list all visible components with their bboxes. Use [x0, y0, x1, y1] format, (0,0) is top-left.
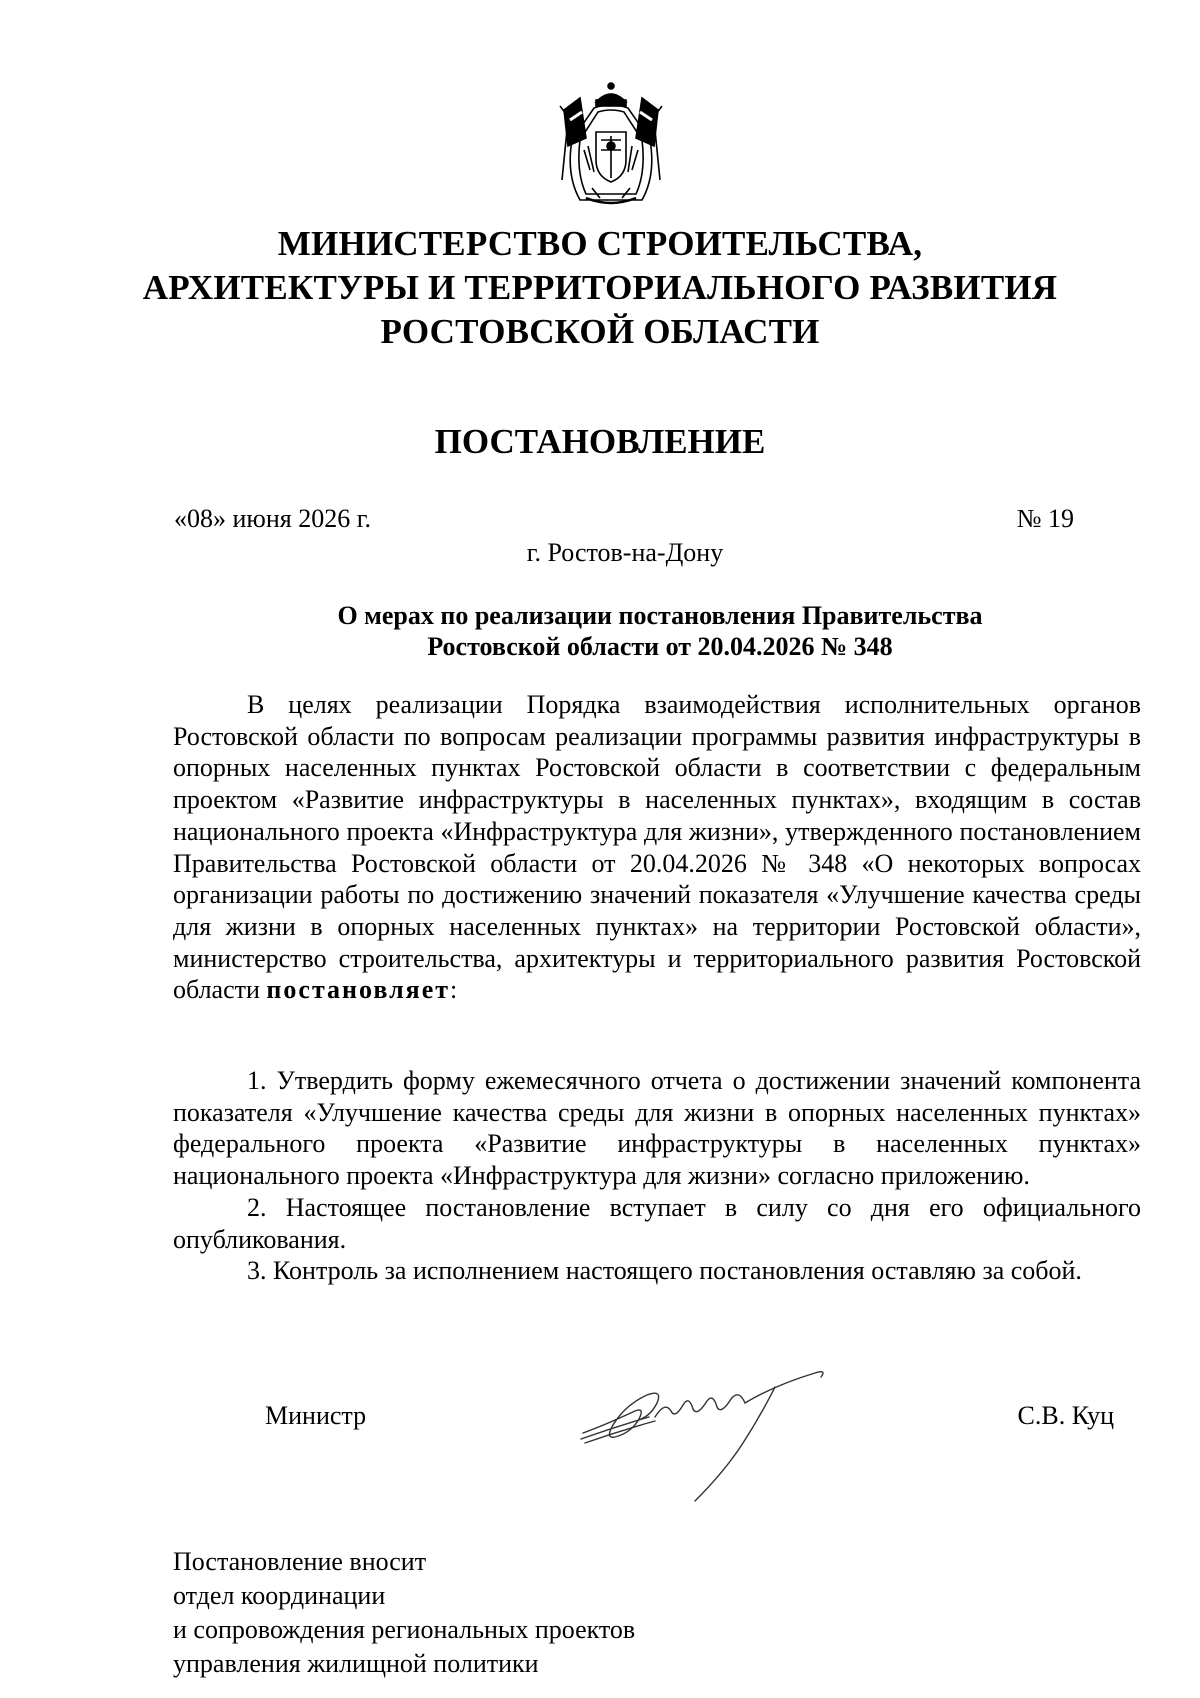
document-date: «08» июня 2026 г.: [174, 504, 371, 533]
document-subject: [160, 600, 1160, 662]
document-number: № 19: [1016, 504, 1074, 533]
signatory-title: Министр: [265, 1401, 367, 1430]
decree-item-2: 2. Настоящее постановление вступает в силу со дня его официального опубликования.: [173, 1192, 1141, 1254]
intro-colon: :: [450, 975, 458, 1005]
footer-line-1: Постановление вносит: [173, 1547, 427, 1576]
document-type: ПОСТАНОВЛЕНИЕ: [434, 422, 766, 461]
organization-name: [100, 222, 1100, 354]
handwritten-signature-icon: [575, 1355, 855, 1505]
intro-text: В целях реализации Порядка взаимодействия исполнительных органов Ростовской области по вопросам реализации программы развития инфраструктуры в опорных населенных пунктах Ростовской области в соответствии с федеральным проектом «Развитие инфраструктуры в населенных пунктах», входящим в состав национального проекта «Инфраструктура для жизни», утвержденного постановлением Правительства Ростовской области от 20.04.2026 № 348 «О некоторых вопросах организации работы по достижению значений показателя «Улучшение качества среды для жизни в опорных населенных пунктах» на территории Ростовской области», министерство строительства, архитектуры и территориального развития Ростовской области: [173, 690, 1141, 1005]
subject-line-1: О мерах по реализации постановления Правительства: [337, 601, 983, 630]
footer-line-2: отдел координации: [173, 1581, 386, 1610]
footer-line-4: управления жилищной политики: [173, 1649, 539, 1678]
decree-item-3: 3. Контроль за исполнением настоящего постановления оставляю за собой.: [247, 1256, 1082, 1286]
coat-of-arms-icon: [556, 80, 666, 210]
intro-paragraph: [173, 689, 1141, 1006]
decree-word: постановляет: [266, 975, 451, 1005]
document-city: г. Ростов-на-Дону: [526, 538, 724, 567]
org-line-1: МИНИСТЕРСТВО СТРОИТЕЛЬСТВА,: [277, 224, 923, 263]
subject-line-2: Ростовской области от 20.04.2026 № 348: [427, 632, 893, 661]
decree-item-1: 1. Утвердить форму ежемесячного отчета о достижении значений компонента показателя «Улучшение качества среды для жизни в опорных населенных пунктах» федерального проекта «Развитие инфраструктуры в населенных пунктах» национального проекта «Инфраструктура для жизни» согласно приложению.: [173, 1066, 1141, 1191]
org-line-3: РОСТОВСКОЙ ОБЛАСТИ: [380, 312, 820, 351]
org-line-2: АРХИТЕКТУРЫ И ТЕРРИТОРИАЛЬНОГО РАЗВИТИЯ: [142, 268, 1058, 307]
decree-items: [173, 1065, 1141, 1287]
executor-note: [173, 1545, 635, 1681]
footer-line-3: и сопровождения региональных проектов: [173, 1615, 636, 1644]
signatory-name: С.В. Куц: [1017, 1401, 1114, 1430]
